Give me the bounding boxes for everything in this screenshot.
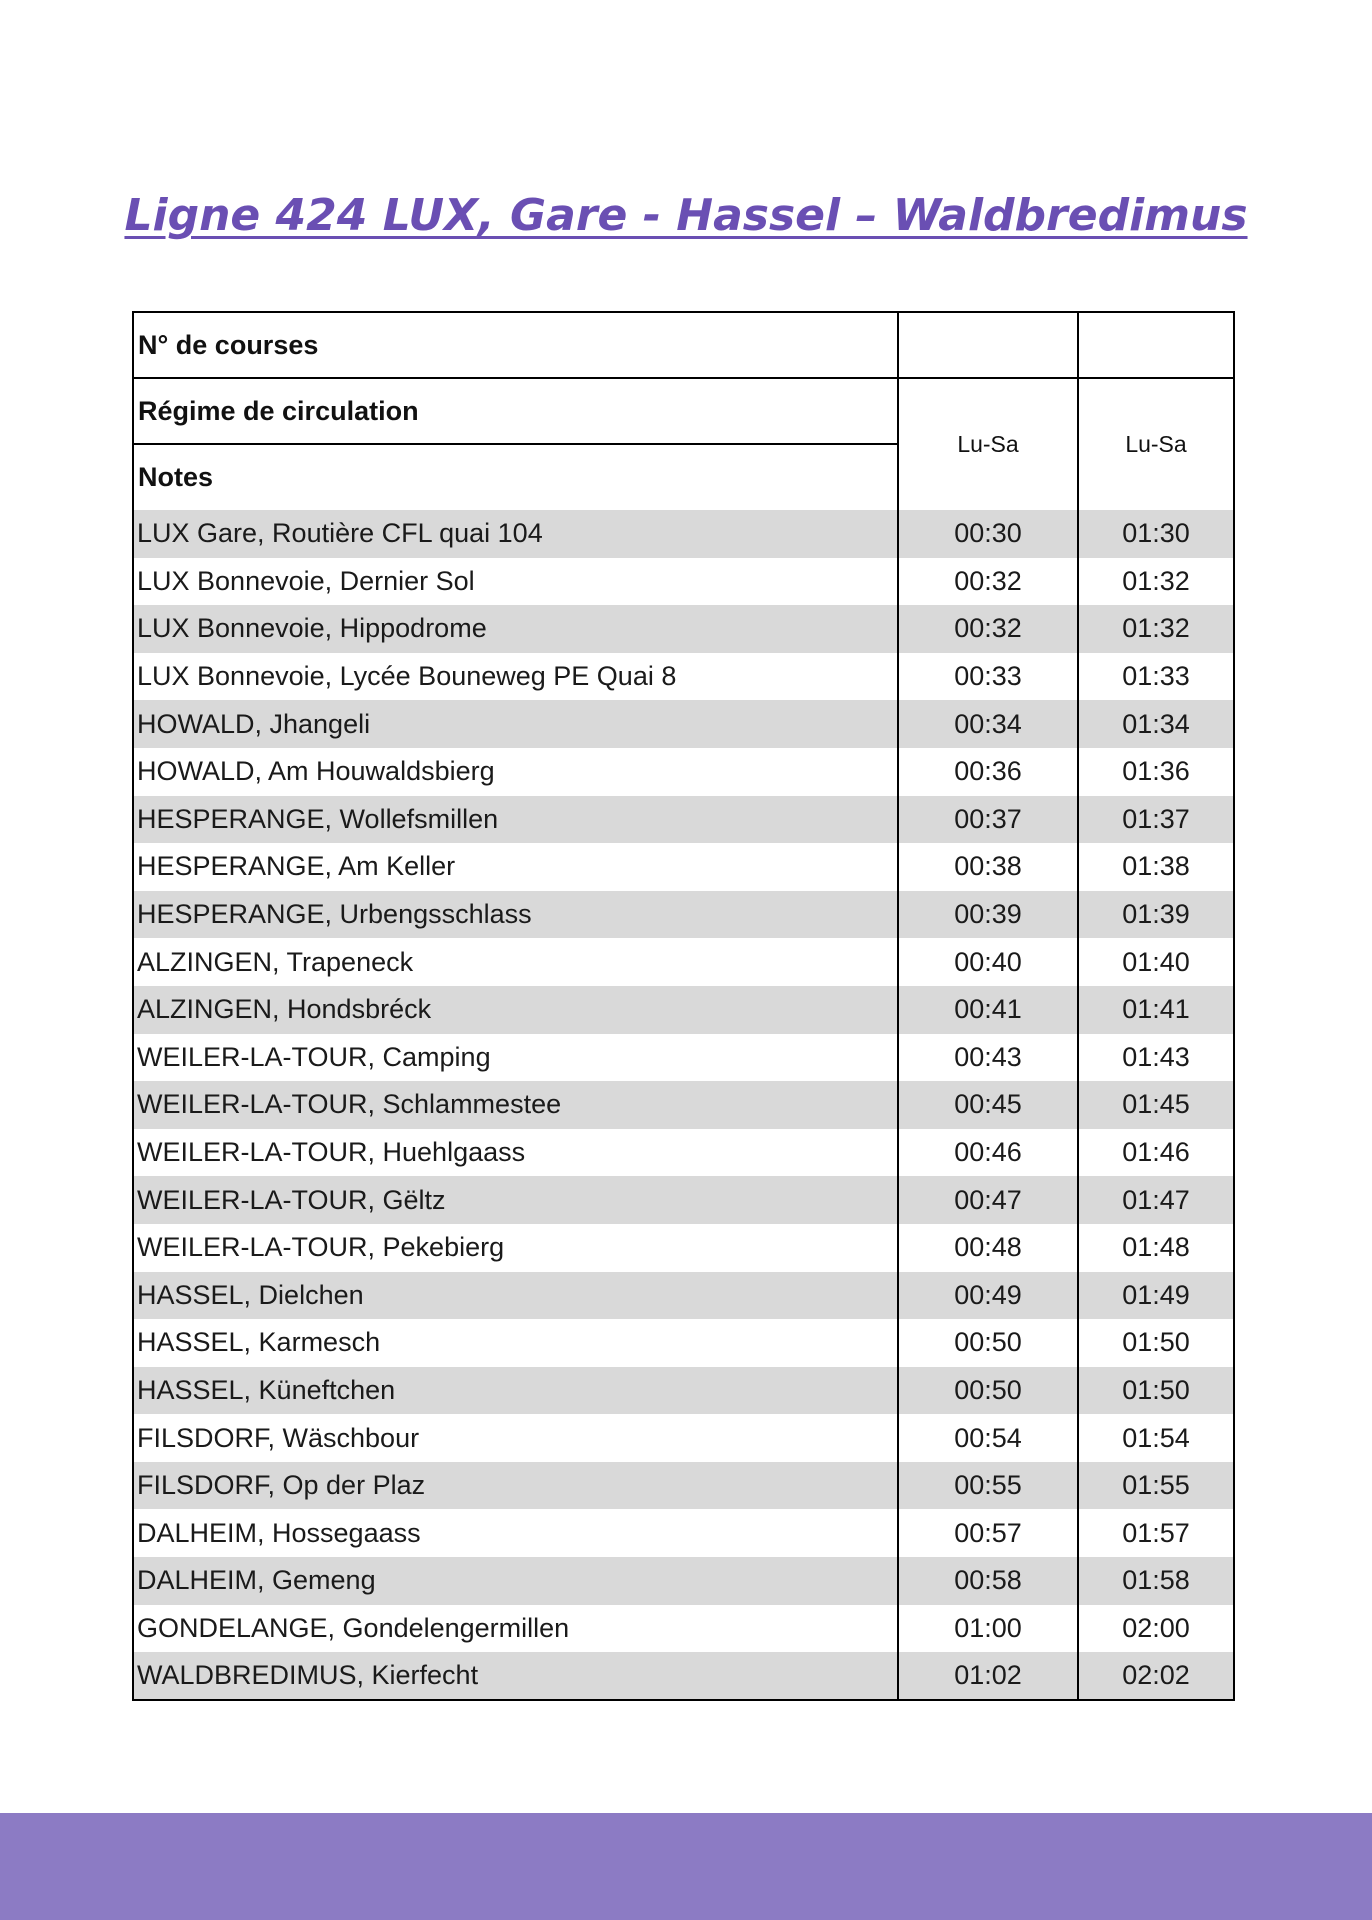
course-number-1	[898, 312, 1078, 378]
departure-time-1: 00:39	[898, 891, 1078, 939]
courses-row	[133, 312, 1234, 378]
departure-time-2: 01:47	[1078, 1176, 1234, 1224]
departure-time-1: 00:33	[898, 653, 1078, 701]
departure-time-2: 01:41	[1078, 986, 1234, 1034]
stop-name: WEILER-LA-TOUR, Schlammestee	[133, 1081, 898, 1129]
departure-time-1: 00:30	[898, 510, 1078, 558]
table-row	[133, 938, 1234, 986]
table-row	[133, 1367, 1234, 1415]
table-row	[133, 843, 1234, 891]
regime-row	[133, 378, 1234, 444]
stop-name: LUX Bonnevoie, Hippodrome	[133, 605, 898, 653]
departure-time-2: 01:32	[1078, 605, 1234, 653]
table-row	[133, 558, 1234, 606]
stop-name: WEILER-LA-TOUR, Camping	[137, 1041, 491, 1072]
departure-time-1: 01:02	[898, 1652, 1078, 1700]
departure-time-1: 00:50	[898, 1367, 1078, 1415]
departure-time-2: 01:55	[1078, 1462, 1234, 1510]
departure-time-1: 00:54	[898, 1414, 1078, 1462]
departure-time-2: 01:46	[1078, 1129, 1234, 1177]
departure-time-2: 01:54	[1078, 1414, 1234, 1462]
departure-time-2: 01:48	[1078, 1224, 1234, 1272]
stop-name: LUX Gare, Routière CFL quai 104	[133, 510, 898, 558]
departure-time-1: 00:46	[898, 1129, 1078, 1177]
stop-name: WEILER-LA-TOUR, Huehlgaass	[137, 1137, 526, 1168]
stop-name: HESPERANGE, Am Keller	[137, 851, 456, 882]
departure-time-2: 02:02	[1078, 1652, 1234, 1700]
departure-time-1: 00:38	[898, 843, 1078, 891]
departure-time-2: 01:34	[1078, 700, 1234, 748]
stop-name: HASSEL, Dielchen	[133, 1272, 898, 1320]
stop-name: HESPERANGE, Wollefsmillen	[133, 796, 898, 844]
departure-time-2: 01:36	[1078, 748, 1234, 796]
table-row	[133, 1081, 1234, 1129]
departure-time-1: 00:50	[898, 1319, 1078, 1367]
departure-time-2: 01:30	[1078, 510, 1234, 558]
stop-name: HOWALD, Jhangeli	[133, 700, 898, 748]
page-title: Ligne 424 LUX, Gare - Hassel – Waldbredimus	[124, 190, 1248, 241]
departure-time-1: 00:37	[898, 796, 1078, 844]
table-row	[133, 1462, 1234, 1510]
table-row	[133, 891, 1234, 939]
stop-name: HASSEL, Küneftchen	[133, 1367, 898, 1415]
departure-time-1: 01:00	[898, 1605, 1078, 1653]
departure-time-2: 01:49	[1078, 1272, 1234, 1320]
table-row	[133, 1557, 1234, 1605]
regime-value-2: Lu-Sa	[1078, 378, 1234, 510]
stop-name: FILSDORF, Wäschbour	[137, 1422, 420, 1453]
table-row	[133, 1272, 1234, 1320]
stop-name: HASSEL, Karmesch	[137, 1327, 381, 1358]
stop-name: HOWALD, Am Houwaldsbierg	[137, 756, 495, 787]
departure-time-1: 00:45	[898, 1081, 1078, 1129]
departure-time-1: 00:58	[898, 1557, 1078, 1605]
departure-time-2: 01:57	[1078, 1509, 1234, 1557]
departure-time-2: 01:33	[1078, 653, 1234, 701]
departure-time-1: 00:32	[898, 605, 1078, 653]
table-row	[133, 1509, 1234, 1557]
departure-time-1: 00:36	[898, 748, 1078, 796]
table-row	[133, 1129, 1234, 1177]
stop-name: WEILER-LA-TOUR, Gëltz	[133, 1176, 898, 1224]
departure-time-2: 01:40	[1078, 938, 1234, 986]
departure-time-2: 02:00	[1078, 1605, 1234, 1653]
table-row	[133, 605, 1234, 653]
stop-name: HESPERANGE, Urbengsschlass	[133, 891, 898, 939]
departure-time-2: 01:50	[1078, 1319, 1234, 1367]
stop-name: ALZINGEN, Trapeneck	[137, 946, 414, 977]
courses-label: N° de courses	[133, 312, 898, 378]
stop-name: GONDELANGE, Gondelengermillen	[137, 1612, 570, 1643]
departure-time-1: 00:41	[898, 986, 1078, 1034]
stop-name: DALHEIM, Gemeng	[133, 1557, 898, 1605]
departure-time-1: 00:55	[898, 1462, 1078, 1510]
stop-name: WALDBREDIMUS, Kierfecht	[133, 1652, 898, 1700]
table-row	[133, 1034, 1234, 1082]
table-row	[133, 986, 1234, 1034]
departure-time-2: 01:32	[1078, 558, 1234, 606]
course-number-2	[1078, 312, 1234, 378]
timetable	[132, 311, 1235, 1701]
table-row	[133, 796, 1234, 844]
departure-time-2: 01:43	[1078, 1034, 1234, 1082]
notes-label: Notes	[138, 462, 214, 492]
departure-time-2: 01:58	[1078, 1557, 1234, 1605]
departure-time-2: 01:39	[1078, 891, 1234, 939]
table-row	[133, 1605, 1234, 1653]
stop-name: ALZINGEN, Hondsbréck	[133, 986, 898, 1034]
departure-time-1: 00:32	[898, 558, 1078, 606]
table-row	[133, 700, 1234, 748]
departure-time-1: 00:57	[898, 1509, 1078, 1557]
table-row	[133, 1319, 1234, 1367]
departure-time-2: 01:45	[1078, 1081, 1234, 1129]
stop-name: FILSDORF, Op der Plaz	[133, 1462, 898, 1510]
table-row	[133, 1414, 1234, 1462]
stop-name: LUX Bonnevoie, Dernier Sol	[137, 565, 475, 596]
departure-time-1: 00:49	[898, 1272, 1078, 1320]
footer-band	[0, 1813, 1372, 1920]
departure-time-2: 01:38	[1078, 843, 1234, 891]
table-row	[133, 653, 1234, 701]
departure-time-2: 01:37	[1078, 796, 1234, 844]
table-row	[133, 510, 1234, 558]
stop-name: DALHEIM, Hossegaass	[137, 1517, 421, 1548]
table-row	[133, 1176, 1234, 1224]
departure-time-1: 00:47	[898, 1176, 1078, 1224]
table-row	[133, 1224, 1234, 1272]
departure-time-2: 01:50	[1078, 1367, 1234, 1415]
stop-name: LUX Bonnevoie, Lycée Bouneweg PE Quai 8	[137, 661, 677, 692]
regime-label: Régime de circulation	[133, 378, 898, 444]
table-row	[133, 1652, 1234, 1700]
departure-time-1: 00:43	[898, 1034, 1078, 1082]
departure-time-1: 00:34	[898, 700, 1078, 748]
stop-name: WEILER-LA-TOUR, Pekebierg	[137, 1232, 505, 1263]
regime-value-1: Lu-Sa	[898, 378, 1078, 510]
departure-time-1: 00:40	[898, 938, 1078, 986]
table-row	[133, 748, 1234, 796]
departure-time-1: 00:48	[898, 1224, 1078, 1272]
